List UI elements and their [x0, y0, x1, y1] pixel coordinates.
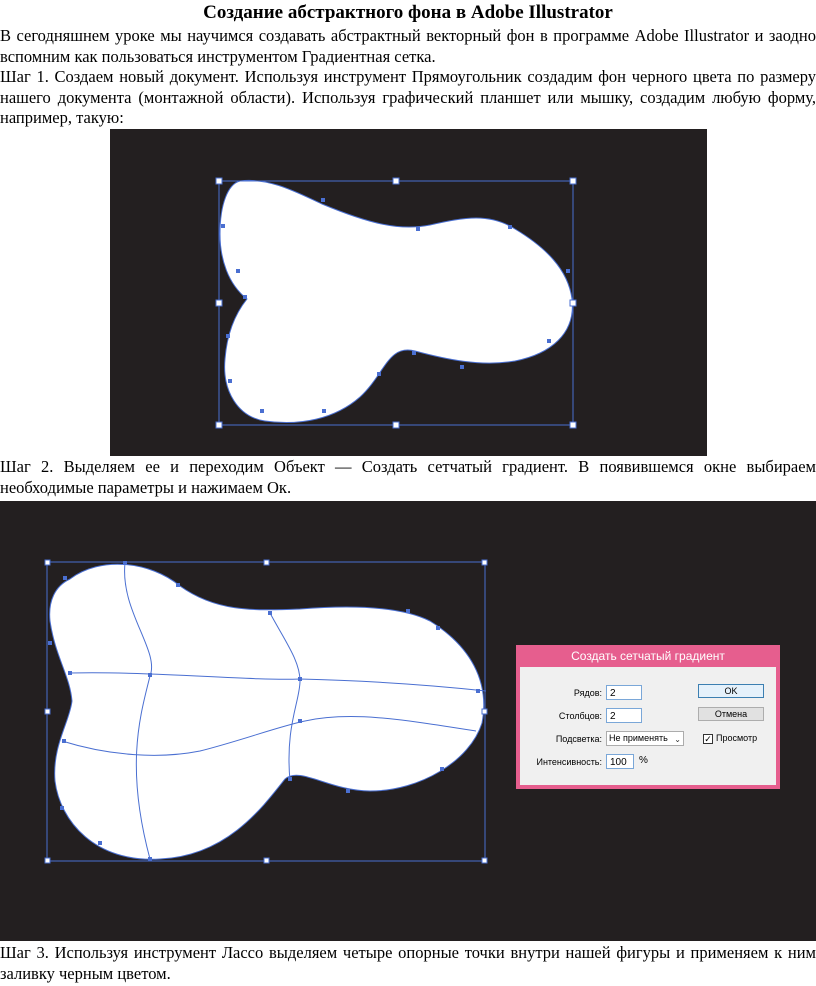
- highlight-select[interactable]: [606, 731, 684, 746]
- step2-paragraph: Шаг 2. Выделяем ее и переходим Объект — Создать сетчатый градиент. В появившемся окне выбираем необходимые параметры и нажимаем Ок.: [0, 457, 816, 497]
- blob-shape-illustration: [110, 129, 707, 456]
- mesh-gradient-illustration: [0, 501, 816, 941]
- intensity-field[interactable]: 100: [606, 754, 634, 769]
- preview-label: Просмотр: [716, 733, 758, 743]
- ok-button[interactable]: OK: [698, 684, 764, 698]
- step3-paragraph: Шаг 3. Используя инструмент Лассо выделяем четыре опорные точки внутри нашей фигуры и применяем к ним заливку черным цветом.: [0, 943, 816, 983]
- highlight-label: Подсветка:: [555, 734, 602, 744]
- rows-label: Рядов:: [573, 688, 602, 698]
- page-title: Создание абстрактного фона в Adobe Illustrator: [203, 2, 613, 23]
- dialog-title: Создать сетчатый градиент: [571, 649, 725, 663]
- cols-label: Столбцов:: [558, 711, 602, 721]
- highlight-select-value: Не применять: [609, 733, 668, 743]
- intensity-label: Интенсивность:: [536, 757, 602, 767]
- step1-paragraph: Шаг 1. Создаем новый документ. Используя инструмент Прямоугольник создадим фон черного цвета по размеру нашего документа (монтажной области). Используя графический планшет или мышку, создадим любую форму, например, такую:: [0, 67, 816, 127]
- preview-checkbox[interactable]: ✓: [704, 734, 712, 744]
- mesh-gradient-dialog: [516, 645, 780, 789]
- dialog-body: [520, 667, 776, 785]
- rows-field[interactable]: 2: [606, 685, 642, 700]
- percent-unit: %: [639, 755, 648, 766]
- cancel-button[interactable]: Отмена: [698, 707, 764, 721]
- cols-field[interactable]: 2: [606, 708, 642, 723]
- intro-paragraph: В сегодняшнем уроке мы научимся создавать абстрактный векторный фон в программе Adobe Illustrator и заодно вспомним как пользоваться инструментом Градиентная сетка.: [0, 26, 816, 66]
- chevron-down-icon: ⌄: [674, 735, 681, 744]
